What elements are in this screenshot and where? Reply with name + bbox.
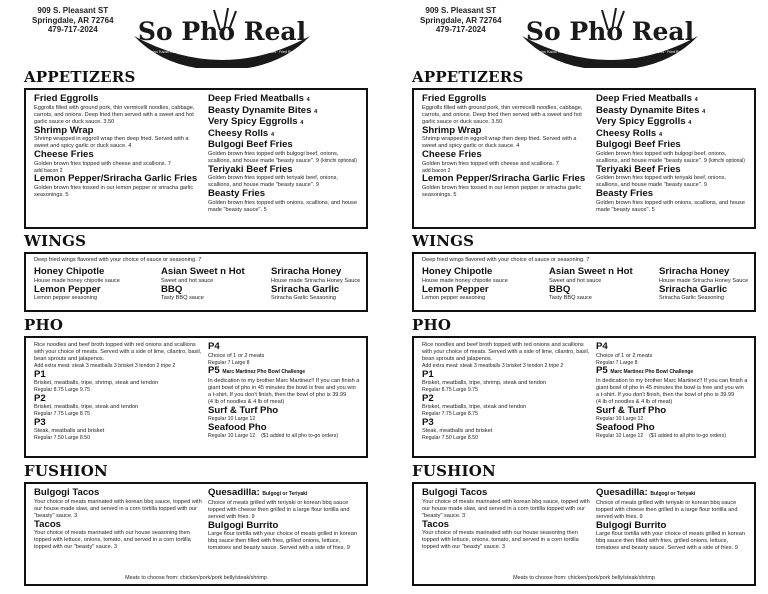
item-desc: Golden brown fries topped with cheese and scallions. 7 — [422, 160, 559, 167]
item-price: Regular 10 Large 12 ($1 added to all pho to-go orders) — [596, 433, 727, 439]
pho-box — [24, 336, 368, 458]
wings-title: WINGS — [24, 232, 87, 250]
item-desc: Brisket, meatballs, tripe, steak and tendon — [34, 404, 139, 410]
item-name: Sriracha Garlic — [659, 283, 728, 295]
pho-title: PHO — [412, 316, 452, 334]
item-name: Quesadilla: Bulgogi or Teriyaki — [208, 487, 308, 498]
item-name: Lemon Pepper/Sriracha Garlic Fries — [34, 173, 198, 184]
fushion-col-2 — [208, 488, 360, 552]
fushion-box — [412, 482, 756, 586]
item-name: Seafood Pho — [208, 421, 267, 433]
appetizers-col-2 — [596, 94, 748, 214]
item-price: Regular 7.50 Large 8.50 — [422, 435, 478, 441]
address-city: Springdale, AR 72764 — [420, 15, 502, 25]
fushion-col-2 — [596, 488, 748, 552]
item-name: Cheesy Rolls 4 — [208, 127, 275, 139]
item-name: Honey Chipotle — [34, 266, 105, 277]
item-desc: Lemon pepper seasoning — [422, 295, 486, 301]
item-desc: Golden brown fries topped with teriyaki beef, onions, scallions, and house made "beasty sauce". 9 — [596, 175, 726, 188]
fushion-col-1 — [422, 488, 592, 551]
item-name: Teriyaki Beef Fries — [208, 163, 293, 175]
item-desc: Choice of meats grilled with teriyaki or korean bbq sauce topped with cheese then grilled in a large flour tortilla and served with fries. 9 — [208, 499, 350, 520]
pho-title: PHO — [24, 316, 64, 334]
item-desc: House made honey chipotle sauce — [34, 277, 120, 284]
item-desc: Sweet and hot sauce — [161, 277, 214, 284]
item-desc: Golden brown fries topped with onions, scallions, and house made "beasty sauce". 5 — [596, 199, 745, 213]
item-name: Shrimp Wrap — [422, 124, 482, 136]
item-detail: (4 lb of noodles & 4 lb of meat) — [596, 398, 673, 405]
appetizers-box — [24, 88, 368, 229]
wings-col-2 — [549, 267, 649, 302]
item-name: Asian Sweet n Hot — [549, 266, 633, 277]
item-name: Fried Eggrolls — [34, 93, 99, 104]
item-name: P3 — [422, 416, 434, 428]
item-note: add bacon 2 — [34, 167, 63, 174]
item-name: P4 — [208, 341, 220, 352]
item-name: Tacos — [422, 518, 450, 530]
wings-col-3 — [659, 267, 751, 302]
item-name: Surf & Turf Pho — [208, 404, 279, 416]
pho-intro: Rice noodles and beef broth topped with red onions and scallions with your choice of meats. Served with a side of lime, cilantro, basil, bean sprouts and jalapenos. — [422, 342, 590, 362]
item-name: Bulgogi Tacos — [34, 487, 100, 498]
menu-left-copy — [8, 0, 374, 594]
meats-footnote: Meats to choose from: chicken/pork/pork belly/steak/shrimp — [125, 575, 267, 581]
logo-text: So Pho Real — [525, 17, 695, 46]
wings-col-3 — [271, 267, 363, 302]
item-desc: Lemon pepper seasoning — [34, 295, 98, 301]
item-name: Lemon Pepper/Sriracha Garlic Fries — [422, 173, 586, 184]
item-desc: House made Sriracha Honey Sauce — [271, 277, 361, 284]
item-name: Sriracha Honey — [271, 266, 342, 277]
wings-intro: Deep fried wings flavored with your choice of sauce or seasoning. 7 — [422, 257, 590, 263]
item-desc: Tasty BBQ sauce — [549, 295, 592, 301]
item-name: Beasty Fries — [208, 188, 266, 199]
wings-col-1 — [34, 267, 154, 302]
item-name: Cheese Fries — [34, 149, 94, 160]
restaurant-address — [420, 6, 502, 35]
item-name: Sriracha Honey — [659, 266, 730, 277]
item-desc: Golden brown fries tossed in our lemon pepper or sriracha garlic seasonings. 5 — [34, 184, 194, 198]
item-name: Teriyaki Beef Fries — [596, 163, 681, 175]
item-price: Regular 7.50 Large 8.50 — [34, 435, 90, 441]
item-desc: Brisket, meatballs, tripe, steak and tendon — [422, 404, 527, 410]
address-street: 909 S. Pleasant ST — [37, 6, 109, 15]
item-price: Regular 8.75 Large 9.75 — [34, 387, 90, 393]
item-desc: Sriracha Garlic Seasoning — [659, 295, 724, 301]
item-name: Beasty Dynamite Bites 4 — [208, 104, 318, 116]
fushion-box — [24, 482, 368, 586]
item-desc: House made Sriracha Honey Sauce — [659, 277, 749, 284]
item-name: Tacos — [34, 518, 62, 530]
item-desc: Your choice of meats marinated with our house seasoning then topped with lettuce, onions, tomato, and served in a corn tortilla topped with our "beasty" sauce. 3 — [34, 530, 191, 550]
item-name: Beasty Fries — [596, 188, 654, 199]
item-desc: Golden brown fries topped with teriyaki beef, onions, scallions, and house made "beasty sauce". 9 — [208, 175, 338, 188]
so-pho-real-logo — [516, 6, 704, 68]
item-desc: Choice of meats grilled with teriyaki or korean bbq sauce topped with cheese then grilled in a large flour tortilla and served with fries. 9 — [596, 499, 738, 520]
address-street: 909 S. Pleasant ST — [425, 6, 497, 15]
appetizers-col-1 — [34, 94, 204, 199]
item-price: Regular 7 Large 8 — [596, 359, 638, 366]
item-price: Regular 7.75 Large 8.75 — [422, 411, 478, 417]
meats-footnote: Meats to choose from: chicken/pork/pork belly/steak/shrimp — [513, 575, 655, 581]
item-name: P1 — [34, 368, 46, 380]
item-name: Bulgogi Beef Fries — [208, 139, 293, 150]
item-desc: Steak, meatballs and brisket — [34, 428, 105, 434]
item-name: BBQ — [161, 283, 183, 295]
item-note: add bacon 2 — [422, 167, 451, 174]
item-name: P5 Marc Martinez Pho Bowl Challenge — [596, 365, 694, 376]
item-name: P1 — [422, 368, 434, 380]
item-desc: Golden brown fries topped with cheese and scallions. 7 — [34, 160, 171, 167]
logo-subtitle: Asian Fusion Cuisine · Authentic Asian Noodles · Korean BBQ Tacos · Rice Tables · Fried Rice — [149, 50, 295, 54]
pho-extra-meat: Add extra meat: steak 3 meatballs 3 brisket 3 tendon 2 tripe 2 — [422, 363, 564, 369]
item-price: Regular 7 Large 8 — [208, 359, 250, 366]
item-desc: Brisket, meatballs, tripe, shrimp, steak and tendon — [34, 380, 159, 386]
wings-col-1 — [422, 267, 542, 302]
logo-text: So Pho Real — [137, 17, 307, 46]
item-desc: Sweet and hot sauce — [549, 277, 602, 284]
item-name: Very Spicy Eggrolls 4 — [208, 116, 304, 127]
phone-number: 479-717-2024 — [47, 25, 98, 34]
fushion-title: FUSHION — [412, 462, 496, 480]
item-desc: Choice of 1 or 2 meats — [596, 352, 653, 359]
appetizers-col-2 — [208, 94, 360, 214]
item-desc: Golden brown fries tossed in our lemon pepper or sriracha garlic seasonings. 5 — [422, 184, 582, 198]
fushion-col-1 — [34, 488, 204, 551]
item-desc: Your choice of meats marinated with korean bbq sauce, topped with our house made slaw, and served in a corn tortilla topped with our "beasty" sauce. 3 — [34, 498, 202, 519]
item-desc: Golden brown fries topped with onions, scallions, and house made "beasty sauce". 5 — [208, 199, 357, 213]
item-desc: Large flour tortilla with your choice of meats grilled in korean bbq sauce then filled with fries, grilled onions, lettuce, tomatoes and beasty sauce. Served with a side of fries. 9 — [208, 531, 357, 551]
item-name: P2 — [422, 392, 434, 404]
item-name: Seafood Pho — [596, 421, 655, 433]
item-desc: Shrimp wrapped in eggroll wrap then deep fried. Served with a sweet and spicy garlic or duck sauce. 4 — [422, 136, 577, 149]
item-desc: Eggrolls filled with ground pork, thin vermicelli noodles, cabbage, carrots, and onions. Deep fried then served with a sweet and hot garlic sauce or duck sauce. 3.50 — [422, 104, 583, 125]
item-name: Lemon Pepper — [422, 283, 489, 295]
item-name: Bulgogi Burrito — [208, 519, 279, 531]
pho-intro: Rice noodles and beef broth topped with red onions and scallions with your choice of meats. Served with a side of lime, cilantro, basil, bean sprouts and jalapenos. — [34, 342, 202, 362]
appetizers-box — [412, 88, 756, 229]
pho-extra-meat: Add extra meat: steak 3 meatballs 3 brisket 3 tendon 2 tripe 2 — [34, 363, 176, 369]
item-desc: Shrimp wrapped in eggroll wrap then deep fried. Served with a sweet and spicy garlic or duck sauce. 4 — [34, 136, 189, 149]
so-pho-real-logo — [128, 6, 316, 68]
wings-box — [412, 252, 756, 312]
item-desc: Sriracha Garlic Seasoning — [271, 295, 336, 301]
item-desc: Golden brown fries topped with bulgogi beef, onions, scallions, and house made "beasty sauce". 9 (kimchi optional) — [596, 150, 745, 164]
item-desc: Golden brown fries topped with bulgogi beef, onions, scallions, and house made "beasty sauce". 9 (kimchi optional) — [208, 150, 357, 164]
item-name: Surf & Turf Pho — [596, 404, 667, 416]
appetizers-col-1 — [422, 94, 592, 199]
item-name: Bulgogi Tacos — [422, 487, 488, 498]
item-name: Shrimp Wrap — [34, 124, 94, 136]
item-desc: In dedication to my brother Marc Martinez!! If you can finish a giant bowl of pho in 45 minutes the bowl is free and you win a t-shirt. If you don't finish, then the bowl of pho is 39.99 — [596, 377, 748, 398]
appetizers-title: APPETIZERS — [412, 68, 524, 86]
item-name: Deep Fried Meatballs 4 — [596, 93, 698, 104]
item-name: P4 — [596, 341, 608, 352]
item-name: Bulgogi Beef Fries — [596, 139, 681, 150]
item-price: Regular 10 Large 12 — [596, 416, 644, 422]
item-desc: Your choice of meats marinated with korean bbq sauce, topped with our house made slaw, and served in a corn tortilla topped with our "beasty" sauce. 3 — [422, 498, 590, 519]
item-detail: (4 lb of noodles & 4 lb of meat) — [208, 398, 285, 405]
item-name: Cheese Fries — [422, 149, 482, 160]
item-name: Fried Eggrolls — [422, 93, 487, 104]
item-name: P2 — [34, 392, 46, 404]
pho-col-1 — [34, 342, 204, 442]
item-name: Sriracha Garlic — [271, 283, 340, 295]
wings-box — [24, 252, 368, 312]
item-name: Beasty Dynamite Bites 4 — [596, 104, 706, 116]
item-desc: Brisket, meatballs, tripe, shrimp, steak and tendon — [422, 380, 547, 386]
item-desc: Your choice of meats marinated with our house seasoning then topped with lettuce, onions, tomato, and served in a corn tortilla topped with our "beasty" sauce. 3 — [422, 530, 579, 550]
item-desc: In dedication to my brother Marc Martinez!! If you can finish a giant bowl of pho in 45 minutes the bowl is free and you win a t-shirt. If you don't finish, then the bowl of pho is 39.99 — [208, 377, 360, 398]
wings-intro: Deep fried wings flavored with your choice of sauce or seasoning. 7 — [34, 257, 202, 263]
item-price: Regular 10 Large 12 — [208, 416, 256, 422]
item-name: Bulgogi Burrito — [596, 519, 667, 531]
appetizers-title: APPETIZERS — [24, 68, 136, 86]
item-name: BBQ — [549, 283, 571, 295]
item-name: P5 Marc Martinez Pho Bowl Challenge — [208, 365, 306, 376]
pho-col-2 — [596, 342, 748, 440]
item-price: Regular 7.75 Large 8.75 — [34, 411, 90, 417]
wings-col-2 — [161, 267, 261, 302]
wings-title: WINGS — [412, 232, 475, 250]
item-desc: Tasty BBQ sauce — [161, 295, 204, 301]
item-desc: Steak, meatballs and brisket — [422, 428, 493, 434]
pho-col-1 — [422, 342, 592, 442]
fushion-title: FUSHION — [24, 462, 108, 480]
item-desc: Choice of 1 or 2 meats — [208, 352, 265, 359]
item-desc: House made honey chipotle sauce — [422, 277, 508, 284]
item-name: Quesadilla: Bulgogi or Teriyaki — [596, 487, 696, 498]
item-name: Lemon Pepper — [34, 283, 101, 295]
item-price: Regular 10 Large 12 ($1 added to all pho to-go orders) — [208, 433, 339, 439]
item-name: Asian Sweet n Hot — [161, 266, 245, 277]
item-name: Very Spicy Eggrolls 4 — [596, 116, 692, 127]
menu-right-copy — [396, 0, 762, 594]
item-name: P3 — [34, 416, 46, 428]
item-name: Deep Fried Meatballs 4 — [208, 93, 310, 104]
address-city: Springdale, AR 72764 — [32, 15, 114, 25]
item-desc: Large flour tortilla with your choice of meats grilled in korean bbq sauce then filled with fries, grilled onions, lettuce, tomatoes and beasty sauce. Served with a side of fries. 9 — [596, 531, 745, 551]
restaurant-address — [32, 6, 114, 35]
item-name: Honey Chipotle — [422, 266, 493, 277]
pho-col-2 — [208, 342, 360, 440]
pho-box — [412, 336, 756, 458]
item-name: Cheesy Rolls 4 — [596, 127, 663, 139]
phone-number: 479-717-2024 — [435, 25, 486, 34]
logo-subtitle: Asian Fusion Cuisine · Authentic Asian Noodles · Korean BBQ Tacos · Rice Tables · Fried Rice — [537, 50, 683, 54]
item-price: Regular 8.75 Large 9.75 — [422, 387, 478, 393]
item-desc: Eggrolls filled with ground pork, thin vermicelli noodles, cabbage, carrots, and onions. Deep fried then served with a sweet and hot garlic sauce or duck sauce. 3.50 — [34, 104, 195, 125]
